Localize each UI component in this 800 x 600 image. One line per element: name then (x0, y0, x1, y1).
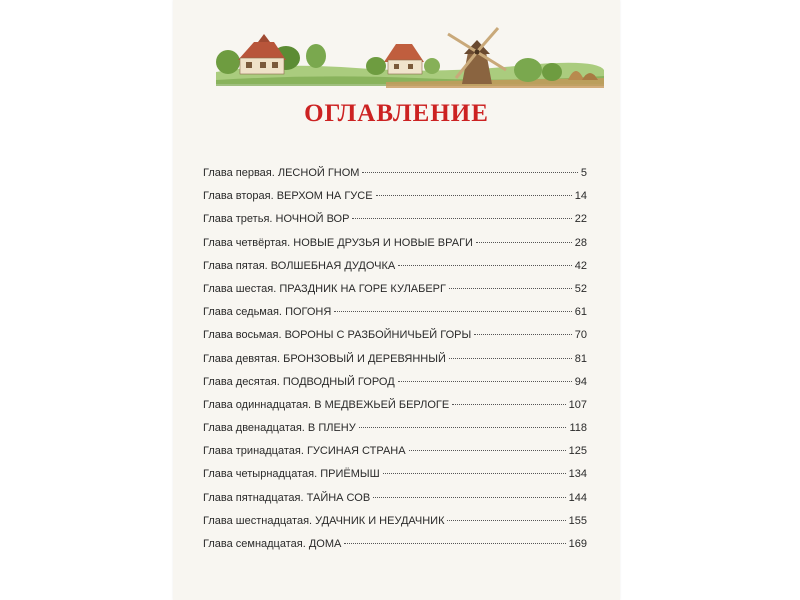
house-icon (238, 34, 286, 74)
dot-leader (398, 381, 572, 382)
toc-entry[interactable] (203, 167, 587, 190)
chapter-number: Глава пятая. (203, 259, 268, 272)
toc-entry[interactable] (203, 283, 587, 306)
chapter-title: ПОГОНЯ (285, 306, 332, 319)
village-illustration (216, 22, 604, 97)
page-number: 52 (574, 282, 587, 295)
toc-entry[interactable] (203, 260, 587, 283)
dot-leader (449, 288, 572, 289)
chapter-title: ДОМА (308, 538, 342, 550)
dot-leader (383, 473, 566, 474)
chapter-number: Глава четвёртая. (203, 236, 291, 249)
dot-leader (352, 218, 571, 219)
house-icon (366, 44, 440, 75)
toc-entry[interactable] (203, 213, 587, 236)
page-number: 14 (574, 190, 587, 203)
page-number: 70 (574, 329, 587, 342)
chapter-number: Глава девятая. (203, 352, 281, 365)
toc-title: ОГЛАВЛЕНИЕ (304, 100, 489, 127)
page-number: 134 (568, 468, 587, 481)
toc-list (203, 167, 587, 561)
page-number: 94 (574, 375, 587, 388)
toc-entry[interactable] (203, 376, 587, 399)
dot-leader (344, 543, 565, 544)
dot-leader (409, 450, 566, 451)
dot-leader (334, 311, 571, 312)
chapter-number: Глава восьмая. (203, 329, 282, 342)
page-number: 118 (569, 422, 587, 435)
chapter-title: В ПЛЕНУ (307, 422, 356, 435)
dot-leader (362, 172, 577, 173)
chapter-number: Глава семнадцатая. (203, 538, 306, 550)
toc-entry[interactable] (203, 329, 587, 352)
book-page (173, 0, 620, 600)
chapter-title: ВОЛШЕБНАЯ ДУДОЧКА (270, 259, 396, 272)
chapter-title: ТАЙНА СОВ (306, 491, 371, 504)
chapter-number: Глава седьмая. (203, 306, 282, 319)
chapter-number: Глава первая. (203, 167, 275, 179)
page-number: 155 (568, 514, 587, 527)
chapter-title: ВЕРХОМ НА ГУСЕ (276, 190, 373, 203)
page-number: 144 (568, 491, 587, 504)
dot-leader (474, 334, 572, 335)
chapter-title: БРОНЗОВЫЙ И ДЕРЕВЯННЫЙ (283, 352, 446, 365)
page-number: 125 (568, 445, 587, 458)
dot-leader (447, 520, 565, 521)
chapter-number: Глава десятая. (203, 375, 280, 388)
page-number: 107 (568, 398, 587, 411)
toc-entry[interactable] (203, 445, 587, 468)
page-number: 169 (568, 538, 587, 550)
page-number: 5 (580, 167, 587, 179)
dot-leader (476, 242, 572, 243)
chapter-number: Глава шестнадцатая. (203, 514, 313, 527)
dot-leader (452, 404, 565, 405)
toc-entry[interactable] (203, 538, 587, 561)
dot-leader (449, 358, 572, 359)
toc-entry[interactable] (203, 468, 587, 491)
dot-leader (398, 265, 572, 266)
chapter-title: УДАЧНИК И НЕУДАЧНИК (315, 514, 445, 527)
toc-entry[interactable] (203, 515, 587, 538)
chapter-number: Глава третья. (203, 213, 273, 226)
dot-leader (376, 195, 572, 196)
chapter-number: Глава пятнадцатая. (203, 491, 304, 504)
chapter-title: ПРАЗДНИК НА ГОРЕ КУЛАБЕРГ (279, 282, 446, 295)
chapter-title: ПОДВОДНЫЙ ГОРОД (282, 375, 395, 388)
toc-entry[interactable] (203, 492, 587, 515)
chapter-number: Глава тринадцатая. (203, 445, 304, 458)
chapter-number: Глава четырнадцатая. (203, 468, 318, 481)
dot-leader (359, 427, 567, 428)
toc-entry[interactable] (203, 353, 587, 376)
chapter-title: ЛЕСНОЙ ГНОМ (277, 167, 360, 179)
chapter-number: Глава одиннадцатая. (203, 398, 312, 411)
page-number: 61 (574, 306, 587, 319)
page-number: 42 (574, 259, 587, 272)
chapter-title: ПРИЁМЫШ (320, 468, 380, 481)
toc-entry[interactable] (203, 399, 587, 422)
chapter-title: В МЕДВЕЖЬЕЙ БЕРЛОГЕ (314, 398, 450, 411)
toc-entry[interactable] (203, 237, 587, 260)
dot-leader (373, 497, 565, 498)
chapter-title: НОЧНОЙ ВОР (275, 213, 350, 226)
chapter-number: Глава шестая. (203, 282, 277, 295)
toc-entry[interactable] (203, 306, 587, 329)
chapter-number: Глава вторая. (203, 190, 274, 203)
toc-entry[interactable] (203, 190, 587, 213)
chapter-title: ГУСИНАЯ СТРАНА (306, 445, 406, 458)
page-number: 22 (574, 213, 587, 226)
chapter-title: ВОРОНЫ С РАЗБОЙНИЧЬЕЙ ГОРЫ (284, 329, 472, 342)
chapter-title: НОВЫЕ ДРУЗЬЯ И НОВЫЕ ВРАГИ (293, 236, 473, 249)
page-number: 81 (574, 352, 587, 365)
toc-entry[interactable] (203, 422, 587, 445)
page-number: 28 (574, 236, 587, 249)
chapter-number: Глава двенадцатая. (203, 422, 305, 435)
